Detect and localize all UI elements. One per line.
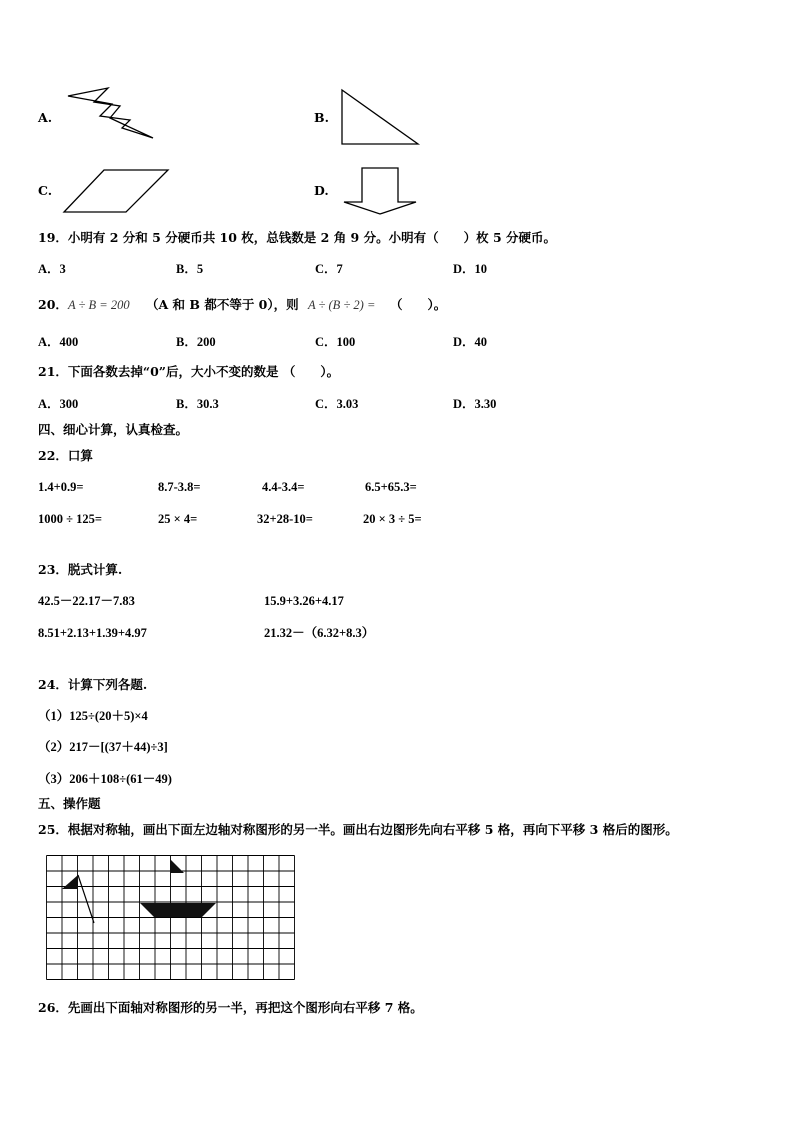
symmetry-axis-line	[78, 875, 94, 923]
q24-item: （3）206＋108÷(61－49)	[38, 772, 172, 786]
q23-item: 15.9+3.26+4.17	[264, 594, 344, 608]
q20-blank: （ ）。	[390, 297, 447, 312]
q20-option-b: B．200	[176, 335, 216, 349]
down-arrow-figure	[340, 166, 420, 216]
q23-item: 21.32－（6.32+8.3）	[264, 626, 375, 640]
q21-option-b: B．30.3	[176, 397, 219, 411]
parallelogram-figure	[62, 168, 172, 216]
q22-item: 32+28-10=	[257, 512, 313, 526]
q19-option-a: A．3	[38, 262, 66, 276]
q20-number: 20．	[38, 297, 68, 312]
section-4-heading: 四、细心计算，认真检查。	[38, 422, 189, 437]
q22-item: 4.4-3.4=	[262, 480, 305, 494]
q24-title: 24．计算下列各题.	[38, 677, 148, 692]
small-flag-triangle	[170, 859, 184, 873]
q18-option-a-label: A.	[38, 110, 53, 125]
q25-question: 25．根据对称轴，画出下面左边轴对称图形的另一半。画出右边图形先向右平移 5 格，再向下平移 3 格后的图形。	[38, 822, 678, 837]
section-5-heading: 五、操作题	[38, 796, 101, 811]
q23-item: 8.51+2.13+1.39+4.97	[38, 626, 147, 640]
trapezoid-shape	[140, 903, 216, 917]
q20-option-d: D．40	[453, 335, 488, 349]
q22-item: 25 × 4=	[158, 512, 198, 526]
q22-title: 22．口算	[38, 448, 93, 463]
q20-option-a: A．400	[38, 335, 79, 349]
q24-item: （2）217－[(37＋44)÷3]	[38, 740, 168, 754]
q22-item: 1.4+0.9=	[38, 480, 84, 494]
symmetric-half-triangle	[62, 875, 78, 889]
q22-item: 1000 ÷ 125=	[38, 512, 102, 526]
right-triangle-figure	[338, 88, 423, 148]
q24-item: （1）125÷(20＋5)×4	[38, 709, 148, 723]
q21-question: 21．下面各数去掉“0”后，大小不变的数是 （ ）。	[38, 364, 340, 379]
q22-item: 20 × 3 ÷ 5=	[363, 512, 422, 526]
q20-formula-2: A ÷ (B ÷ 2) =	[308, 298, 376, 312]
q20-condition: （A 和 B 都不等于 0），则	[146, 297, 299, 312]
q21-option-a: A．300	[38, 397, 79, 411]
q19-option-d: D．10	[453, 262, 488, 276]
q21-option-c: C．3.03	[315, 397, 359, 411]
lightning-shape-figure	[60, 86, 160, 146]
q21-option-d: D．3.30	[453, 397, 497, 411]
q22-item: 8.7-3.8=	[158, 480, 201, 494]
q18-option-c-label: C.	[38, 183, 53, 198]
q19-option-c: C．7	[315, 262, 343, 276]
q23-item: 42.5－22.17－7.83	[38, 594, 135, 608]
q22-item: 6.5+65.3=	[365, 480, 417, 494]
q20-option-c: C．100	[315, 335, 356, 349]
q20-formula-1: A ÷ B = 200	[68, 298, 130, 312]
q18-option-b-label: B.	[314, 110, 329, 125]
q26-question: 26．先画出下面轴对称图形的另一半，再把这个图形向右平移 7 格。	[38, 1000, 423, 1015]
q23-title: 23．脱式计算.	[38, 562, 123, 577]
q19-question: 19．小明有 2 分和 5 分硬币共 10 枚，总钱数是 2 角 9 分。小明有（ ）枚 5 分硬币。	[38, 230, 557, 245]
q19-option-b: B．5	[176, 262, 204, 276]
q18-option-d-label: D.	[314, 183, 329, 198]
q25-grid-figure	[46, 855, 294, 983]
